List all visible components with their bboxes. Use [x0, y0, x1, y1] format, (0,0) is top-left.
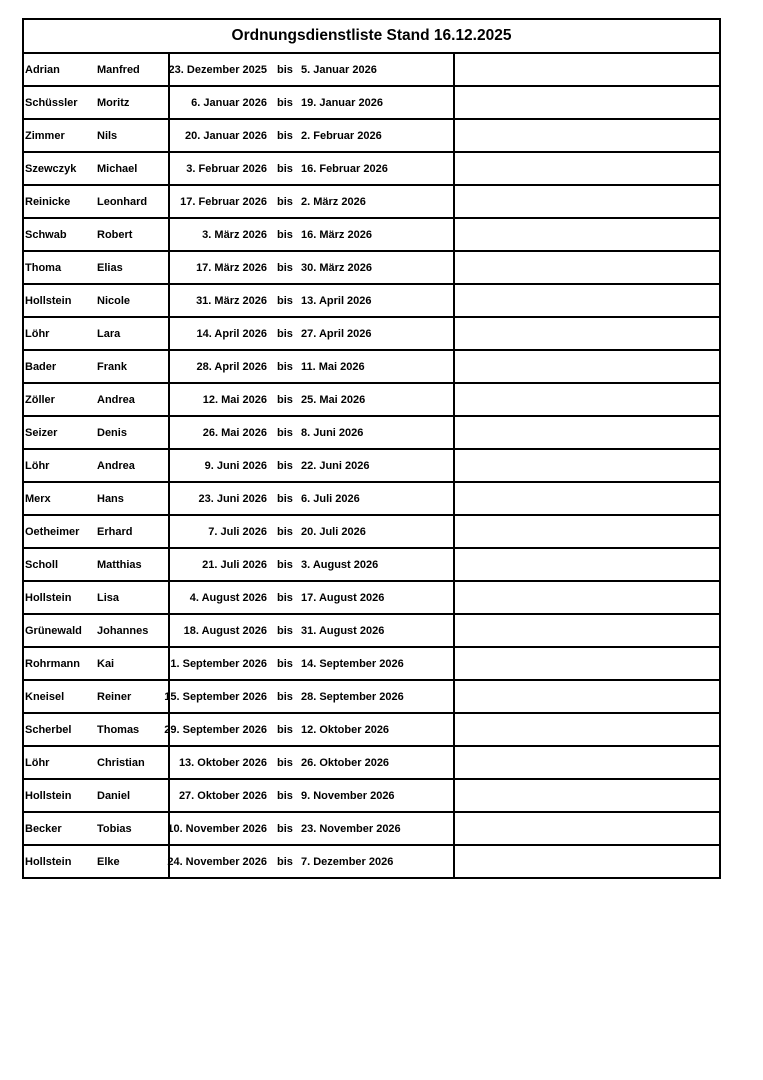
notes-cell [454, 647, 720, 680]
last-name: Merx [25, 492, 51, 505]
last-name: Kneisel [25, 690, 65, 703]
name-cell [23, 779, 169, 812]
duty-roster-table [22, 18, 721, 879]
first-name: Lara [97, 327, 121, 340]
first-name: Andrea [97, 393, 135, 406]
end-date: 2. Februar 2026 [301, 129, 382, 142]
last-name: Szewczyk [25, 162, 77, 175]
roster-body [23, 19, 720, 878]
table-row [23, 779, 720, 812]
table-row [23, 713, 720, 746]
name-cell [23, 251, 169, 284]
range-separator: bis [277, 723, 293, 736]
last-name: Bader [25, 360, 57, 373]
start-date: 24. November 2026 [167, 855, 267, 868]
table-row [23, 515, 720, 548]
first-name: Lisa [97, 591, 120, 604]
notes-cell [454, 845, 720, 878]
notes-cell [454, 416, 720, 449]
range-separator: bis [277, 294, 293, 307]
date-range-cell [169, 350, 454, 383]
date-range-cell [164, 713, 454, 746]
date-range-cell [169, 482, 454, 515]
first-name: Elke [97, 855, 120, 868]
start-date: 1. September 2026 [170, 657, 267, 670]
table-row [23, 614, 720, 647]
last-name: Rohrmann [25, 657, 80, 670]
name-cell [23, 680, 169, 713]
start-date: 9. Juni 2026 [204, 459, 267, 472]
table-row [23, 548, 720, 581]
start-date: 3. März 2026 [202, 228, 267, 241]
range-separator: bis [277, 327, 293, 340]
table-row [23, 812, 720, 845]
start-date: 12. Mai 2026 [202, 393, 267, 406]
range-separator: bis [277, 525, 293, 538]
date-range-cell [164, 680, 454, 713]
table-row [23, 284, 720, 317]
notes-cell [454, 218, 720, 251]
first-name: Nils [97, 129, 118, 142]
start-date: 10. November 2026 [167, 822, 267, 835]
date-range-cell [169, 548, 454, 581]
first-name: Leonhard [97, 195, 148, 208]
date-range-cell [169, 779, 454, 812]
date-range-cell [169, 416, 454, 449]
first-name: Michael [97, 162, 138, 175]
name-cell [23, 449, 169, 482]
first-name: Hans [97, 492, 124, 505]
name-cell [23, 152, 169, 185]
date-range-cell [169, 581, 454, 614]
notes-cell [454, 185, 720, 218]
last-name: Seizer [25, 426, 58, 439]
end-date: 3. August 2026 [301, 558, 379, 571]
name-cell [23, 581, 169, 614]
range-separator: bis [277, 822, 293, 835]
notes-cell [454, 746, 720, 779]
last-name: Schüssler [25, 96, 78, 109]
name-cell [23, 713, 169, 746]
notes-cell [454, 152, 720, 185]
end-date: 17. August 2026 [301, 591, 385, 604]
first-name: Johannes [97, 624, 149, 637]
page-title: Ordnungsdienstliste Stand 16.12.2025 [23, 19, 720, 53]
start-date: 6. Januar 2026 [191, 96, 267, 109]
name-cell [23, 53, 169, 86]
table-row [23, 845, 720, 878]
notes-cell [454, 53, 720, 86]
table-row [23, 152, 720, 185]
end-date: 31. August 2026 [301, 624, 385, 637]
notes-cell [454, 548, 720, 581]
last-name: Hollstein [25, 789, 72, 802]
end-date: 2. März 2026 [301, 195, 366, 208]
range-separator: bis [277, 162, 293, 175]
notes-cell [454, 680, 720, 713]
first-name: Kai [97, 657, 115, 670]
end-date: 7. Dezember 2026 [301, 855, 394, 868]
last-name: Grünewald [25, 624, 82, 637]
date-range-cell [169, 317, 454, 350]
end-date: 12. Oktober 2026 [301, 723, 390, 736]
notes-cell [454, 812, 720, 845]
start-date: 7. Juli 2026 [208, 525, 267, 538]
title-row [23, 19, 720, 53]
last-name: Löhr [25, 756, 50, 769]
last-name: Zimmer [25, 129, 65, 142]
last-name: Adrian [25, 63, 60, 76]
range-separator: bis [277, 63, 293, 76]
first-name: Frank [97, 360, 127, 373]
last-name: Hollstein [25, 294, 72, 307]
range-separator: bis [277, 393, 293, 406]
end-date: 26. Oktober 2026 [301, 756, 390, 769]
first-name: Matthias [97, 558, 142, 571]
table-row [23, 482, 720, 515]
last-name: Oetheimer [25, 525, 80, 538]
name-cell [23, 746, 169, 779]
start-date: 29. September 2026 [164, 723, 267, 736]
start-date: 17. März 2026 [196, 261, 267, 274]
range-separator: bis [277, 426, 293, 439]
range-separator: bis [277, 558, 293, 571]
first-name: Erhard [97, 525, 133, 538]
notes-cell [454, 581, 720, 614]
range-separator: bis [277, 459, 293, 472]
notes-cell [454, 383, 720, 416]
end-date: 27. April 2026 [301, 327, 372, 340]
name-cell [23, 86, 169, 119]
start-date: 3. Februar 2026 [186, 162, 267, 175]
last-name: Schwab [25, 228, 67, 241]
name-cell [23, 647, 169, 680]
last-name: Löhr [25, 327, 50, 340]
table-row [23, 350, 720, 383]
first-name: Robert [97, 228, 133, 241]
name-cell [23, 383, 169, 416]
table-row [23, 746, 720, 779]
table-row [23, 647, 720, 680]
first-name: Denis [97, 426, 127, 439]
table-row [23, 581, 720, 614]
last-name: Thoma [25, 261, 62, 274]
end-date: 25. Mai 2026 [301, 393, 366, 406]
start-date: 27. Oktober 2026 [178, 789, 267, 802]
name-cell [23, 350, 169, 383]
first-name: Christian [97, 756, 145, 769]
table-row [23, 251, 720, 284]
notes-cell [454, 449, 720, 482]
notes-cell [454, 779, 720, 812]
date-range-cell [169, 746, 454, 779]
table-row [23, 218, 720, 251]
notes-cell [454, 614, 720, 647]
notes-cell [454, 284, 720, 317]
table-row [23, 317, 720, 350]
end-date: 11. Mai 2026 [301, 360, 365, 373]
range-separator: bis [277, 96, 293, 109]
name-cell [23, 482, 169, 515]
date-range-cell [169, 383, 454, 416]
table-row [23, 119, 720, 152]
start-date: 28. April 2026 [196, 360, 267, 373]
end-date: 22. Juni 2026 [301, 459, 370, 472]
date-range-cell [169, 218, 454, 251]
name-cell [23, 515, 169, 548]
first-name: Moritz [97, 96, 130, 109]
start-date: 4. August 2026 [189, 591, 267, 604]
last-name: Becker [25, 822, 62, 835]
date-range-cell [169, 614, 454, 647]
name-cell [23, 119, 169, 152]
table-row [23, 185, 720, 218]
name-cell [23, 218, 169, 251]
table-row [23, 86, 720, 119]
first-name: Andrea [97, 459, 135, 472]
end-date: 9. November 2026 [301, 789, 395, 802]
notes-cell [454, 86, 720, 119]
notes-cell [454, 482, 720, 515]
name-cell [23, 845, 169, 878]
first-name: Reiner [97, 690, 132, 703]
name-cell [23, 416, 169, 449]
date-range-cell [169, 53, 454, 86]
date-range-cell [169, 185, 454, 218]
date-range-cell [169, 812, 454, 845]
start-date: 23. Juni 2026 [198, 492, 267, 505]
table-row [23, 680, 720, 713]
notes-cell [454, 515, 720, 548]
end-date: 28. September 2026 [301, 690, 404, 703]
date-range-cell [169, 284, 454, 317]
end-date: 6. Juli 2026 [301, 492, 360, 505]
notes-cell [454, 317, 720, 350]
notes-cell [454, 350, 720, 383]
range-separator: bis [277, 492, 293, 505]
end-date: 19. Januar 2026 [301, 96, 383, 109]
date-range-cell [169, 251, 454, 284]
last-name: Zöller [25, 393, 55, 406]
end-date: 8. Juni 2026 [301, 426, 364, 439]
end-date: 30. März 2026 [301, 261, 372, 274]
end-date: 20. Juli 2026 [301, 525, 366, 538]
start-date: 31. März 2026 [196, 294, 267, 307]
range-separator: bis [277, 624, 293, 637]
start-date: 23. Dezember 2025 [168, 63, 267, 76]
start-date: 18. August 2026 [183, 624, 267, 637]
end-date: 13. April 2026 [301, 294, 372, 307]
table-row [23, 416, 720, 449]
end-date: 14. September 2026 [301, 657, 404, 670]
end-date: 16. März 2026 [301, 228, 372, 241]
range-separator: bis [277, 261, 293, 274]
name-cell [23, 812, 169, 845]
end-date: 23. November 2026 [301, 822, 401, 835]
start-date: 15. September 2026 [164, 690, 267, 703]
start-date: 14. April 2026 [196, 327, 267, 340]
first-name: Elias [97, 261, 123, 274]
name-cell [23, 317, 169, 350]
range-separator: bis [277, 789, 293, 802]
range-separator: bis [277, 855, 293, 868]
date-range-cell [169, 449, 454, 482]
start-date: 20. Januar 2026 [185, 129, 267, 142]
notes-cell [454, 119, 720, 152]
last-name: Scholl [25, 558, 59, 571]
date-range-cell [169, 86, 454, 119]
first-name: Daniel [97, 789, 131, 802]
first-name: Thomas [97, 723, 140, 736]
start-date: 17. Februar 2026 [180, 195, 267, 208]
date-range-cell [169, 119, 454, 152]
first-name: Nicole [97, 294, 131, 307]
range-separator: bis [277, 129, 293, 142]
last-name: Löhr [25, 459, 50, 472]
notes-cell [454, 713, 720, 746]
last-name: Scherbel [25, 723, 72, 736]
date-range-cell [169, 152, 454, 185]
table-row [23, 449, 720, 482]
name-cell [23, 548, 169, 581]
range-separator: bis [277, 195, 293, 208]
last-name: Reinicke [25, 195, 71, 208]
range-separator: bis [277, 360, 293, 373]
start-date: 26. Mai 2026 [202, 426, 267, 439]
range-separator: bis [277, 228, 293, 241]
table-row [23, 53, 720, 86]
name-cell [23, 185, 169, 218]
start-date: 21. Juli 2026 [202, 558, 267, 571]
range-separator: bis [277, 591, 293, 604]
first-name: Tobias [97, 822, 132, 835]
name-cell [23, 614, 169, 647]
start-date: 13. Oktober 2026 [178, 756, 267, 769]
range-separator: bis [277, 657, 293, 670]
last-name: Hollstein [25, 591, 72, 604]
end-date: 5. Januar 2026 [301, 63, 377, 76]
name-cell [23, 284, 169, 317]
last-name: Hollstein [25, 855, 72, 868]
first-name: Manfred [97, 63, 140, 76]
end-date: 16. Februar 2026 [301, 162, 388, 175]
table-row [23, 383, 720, 416]
date-range-cell [169, 515, 454, 548]
range-separator: bis [277, 690, 293, 703]
date-range-cell [169, 845, 454, 878]
notes-cell [454, 251, 720, 284]
date-range-cell [169, 647, 454, 680]
range-separator: bis [277, 756, 293, 769]
